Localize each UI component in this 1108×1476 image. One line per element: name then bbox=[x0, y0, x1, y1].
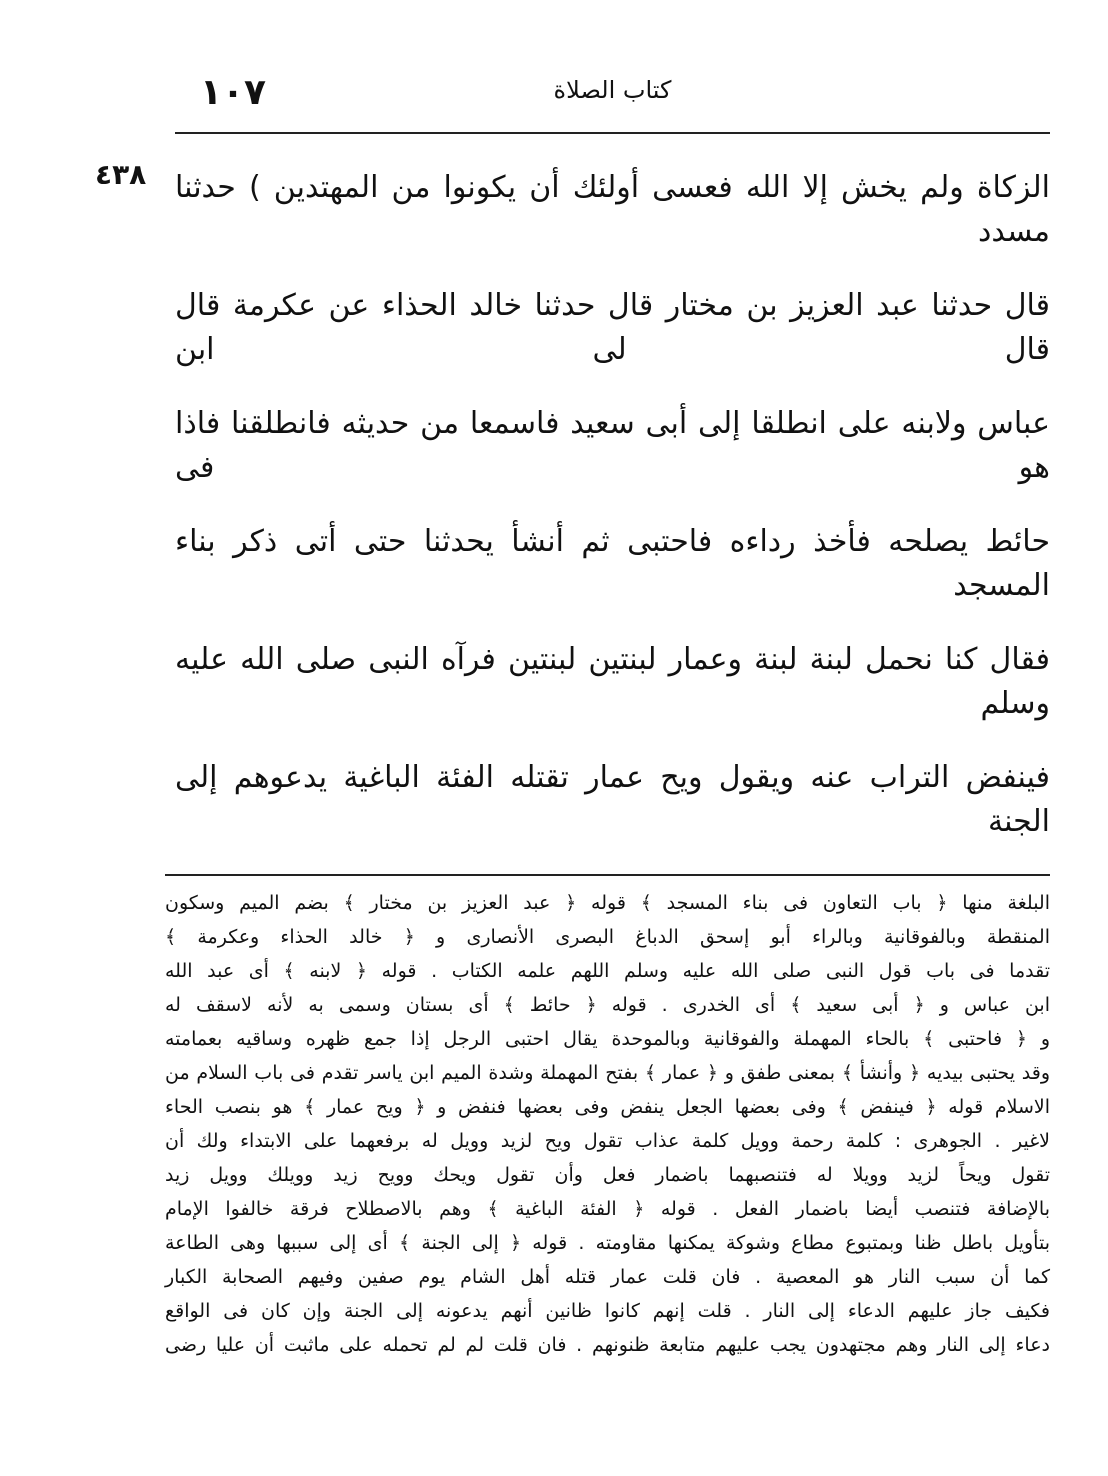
main-text-line: حائط يصلحه فأخذ رداءه فاحتبى ثم أنشأ يحدثنا حتى أتى ذكر بناء المسجد bbox=[175, 524, 1050, 603]
running-header-title: كتاب الصلاة bbox=[553, 76, 672, 104]
footnote-line: تقدما فى باب قول النبى صلى الله عليه وسلم اللهم علمه الكتاب . قوله ﴿ لابنه ﴾ أى عبد الله bbox=[165, 960, 1050, 982]
running-header bbox=[175, 70, 1050, 134]
footnote-line: كما أن سبب النار هو المعصية . فان قلت عمار قتله أهل الشام يوم صفين وفيهم الصحابة الكبار bbox=[165, 1266, 1050, 1288]
commentary-footnotes bbox=[165, 886, 1050, 1362]
footnote-line: بتأويل باطل ظنا وبمتبوع مطاع وشوكة يمكنها مقاومته . قوله ﴿ إلى الجنة ﴾ أى إلى سببها وهى الطاعة bbox=[165, 1232, 1050, 1254]
footnote-line: تقول ويحاً لزيد وويلا له فتنصبهما باضمار فعل وأن تقول ويحك وويح زيد وويلك وويل زيد bbox=[165, 1164, 1050, 1186]
footnote-line: دعاء إلى النار وهم مجتهدون يجب عليهم متابعة ظنونهم . فان قلت لم لم تحمله على ماثبت أن عليا رضى bbox=[165, 1334, 1050, 1356]
main-text-line: الزكاة ولم يخش إلا الله فعسى أولئك أن يكونوا من المهتدين ) حدثنا مسدد bbox=[175, 170, 1050, 249]
footnote-line: و ﴿ فاحتبى ﴾ بالحاء المهملة والفوقانية وبالموحدة يقال احتبى الرجل إذا جمع ظهره وساقيه بعمامته bbox=[165, 1028, 1050, 1050]
footnote-line: البلغة منها ﴿ باب التعاون فى بناء المسجد ﴾ قوله ﴿ عبد العزيز بن مختار ﴾ بضم الميم وسكون bbox=[165, 892, 1050, 914]
margin-hadith-number: ٤٣٨ bbox=[95, 158, 147, 191]
main-text bbox=[175, 152, 1050, 860]
footnote-line: المنقطة وبالفوقانية وبالراء أبو إسحق الدباغ البصرى الأنصارى و ﴿ خالد الحذاء وعكرمة ﴾ bbox=[165, 926, 1050, 948]
footnote-divider bbox=[165, 874, 1050, 876]
main-text-line: عباس ولابنه على انطلقا إلى أبى سعيد فاسمعا من حديثه فانطلقنا فاذا هو فى bbox=[175, 406, 1050, 485]
main-text-line: قال حدثنا عبد العزيز بن مختار قال حدثنا خالد الحذاء عن عكرمة قال قال لى ابن bbox=[175, 288, 1050, 367]
footnote-line: وقد يحتبى بيديه ﴿ وأنشأ ﴾ بمعنى طفق و ﴿ عمار ﴾ بفتح المهملة وشدة الميم ابن ياسر تقدم فى باب السلام من bbox=[165, 1062, 1050, 1084]
main-text-area bbox=[95, 152, 1050, 860]
main-text-line: فينفض التراب عنه ويقول ويح عمار تقتله الفئة الباغية يدعوهم إلى الجنة bbox=[175, 760, 1050, 839]
footnote-line: فكيف جاز عليهم الدعاء إلى النار . قلت إنهم كانوا ظانين أنهم يدعونه إلى الجنة وإن كان فى الواقع bbox=[165, 1300, 1050, 1322]
footnote-line: الاسلام قوله ﴿ فينفض ﴾ وفى بعضها الجعل ينفض وفى بعضها فنفض و ﴿ ويح عمار ﴾ هو بنصب الحاء bbox=[165, 1096, 1050, 1118]
footnote-line: بالإضافة فتنصب أيضا باضمار الفعل . قوله ﴿ الفئة الباغية ﴾ وهم بالاصطلاح فرقة خالفوا الإمام bbox=[165, 1198, 1050, 1220]
footnote-line: لاغير . الجوهرى : كلمة رحمة وويل كلمة عذاب تقول ويح لزيد وويل له برفعهما على الابتداء ولك أن bbox=[165, 1130, 1050, 1152]
footnote-line: ابن عباس و ﴿ أبى سعيد ﴾ أى الخدرى . قوله ﴿ حائط ﴾ أى بستان وسمى به لأنه لاسقف له bbox=[165, 994, 1050, 1016]
main-text-line: فقال كنا نحمل لبنة لبنة وعمار لبنتين لبنتين فرآه النبى صلى الله عليه وسلم bbox=[175, 642, 1050, 721]
page-number: ١٠٧ bbox=[200, 72, 266, 113]
